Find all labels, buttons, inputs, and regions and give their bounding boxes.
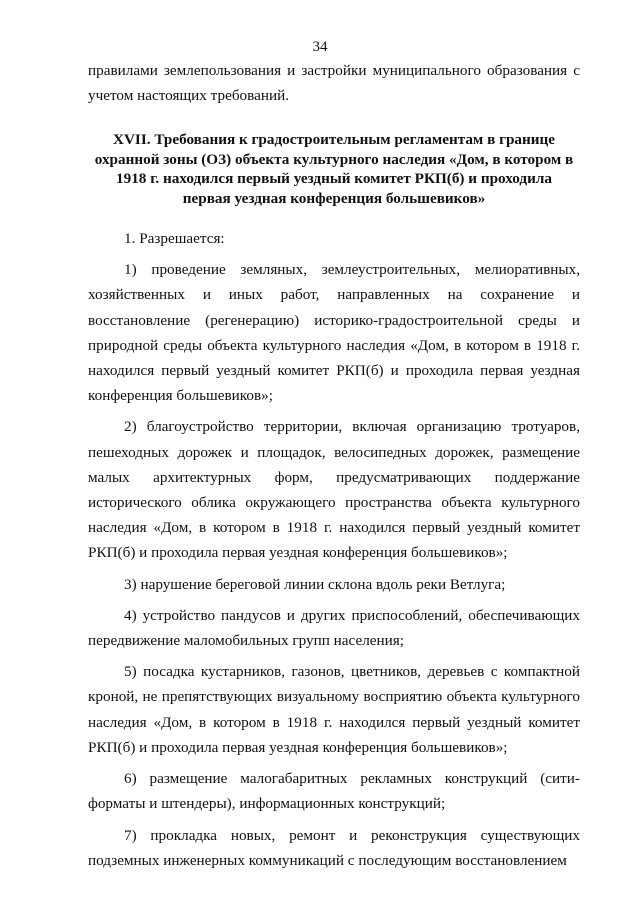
list-item: 3) нарушение береговой линии склона вдоль реки Ветлуга;	[124, 575, 506, 593]
page-number: 34	[312, 39, 328, 55]
list-item: 7) прокладка новых, ремонт и реконструкция существующих подземных инженерных коммуникаций с последующим восстановлением	[88, 826, 580, 869]
list-item: 2) благоустройство территории, включая организацию тротуаров, пешеходных дорожек и площадок, велосипедных дорожек, размещение малых архитектурных форм, предусматривающих поддержание исторического облика окружающего пространства объекта культурного наследия «Дом, в котором в 1918 г. находился первый уездный комитет РКП(б) и проходила первая уездная конференция большевиков»;	[88, 418, 580, 562]
list-item: 5) посадка кустарников, газонов, цветников, деревьев с компактной кроной, не препятствующих визуальному восприятию объекта культурного наследия «Дом, в котором в 1918 г. находился первый уездный комитет РКП(б) и проходила первая уездная конференция большевиков»;	[88, 663, 580, 756]
clause-title: 1. Разрешается:	[124, 230, 225, 248]
list-item: 1) проведение земляных, землеустроительных, мелиоративных, хозяйственных и иных работ, направленных на сохранение и восстановление (регенерацию) историко-градостроительной среды и природной среды объекта культурного наследия «Дом, в котором в 1918 г. находился первый уездный комитет РКП(б) и проходила первая уездная конференция большевиков»;	[88, 261, 580, 405]
list-item: 6) размещение малогабаритных рекламных конструкций (сити-форматы и штендеры), информационных конструкций;	[88, 770, 580, 813]
intro-continuation: правилами землепользования и застройки муниципального образования с учетом настоящих требований.	[88, 62, 580, 105]
list-item: 4) устройство пандусов и других приспособлений, обеспечивающих передвижение маломобильных групп населения;	[88, 606, 580, 650]
section-heading: XVII. Требования к градостроительным регламентам в границе охранной зоны (ОЗ) объекта культурного наследия «Дом, в котором в 1918 г. находился первый уездный комитет РКП(б) и проходила первая уездная конференция большевиков»	[94, 131, 574, 207]
page-body	[88, 58, 580, 873]
